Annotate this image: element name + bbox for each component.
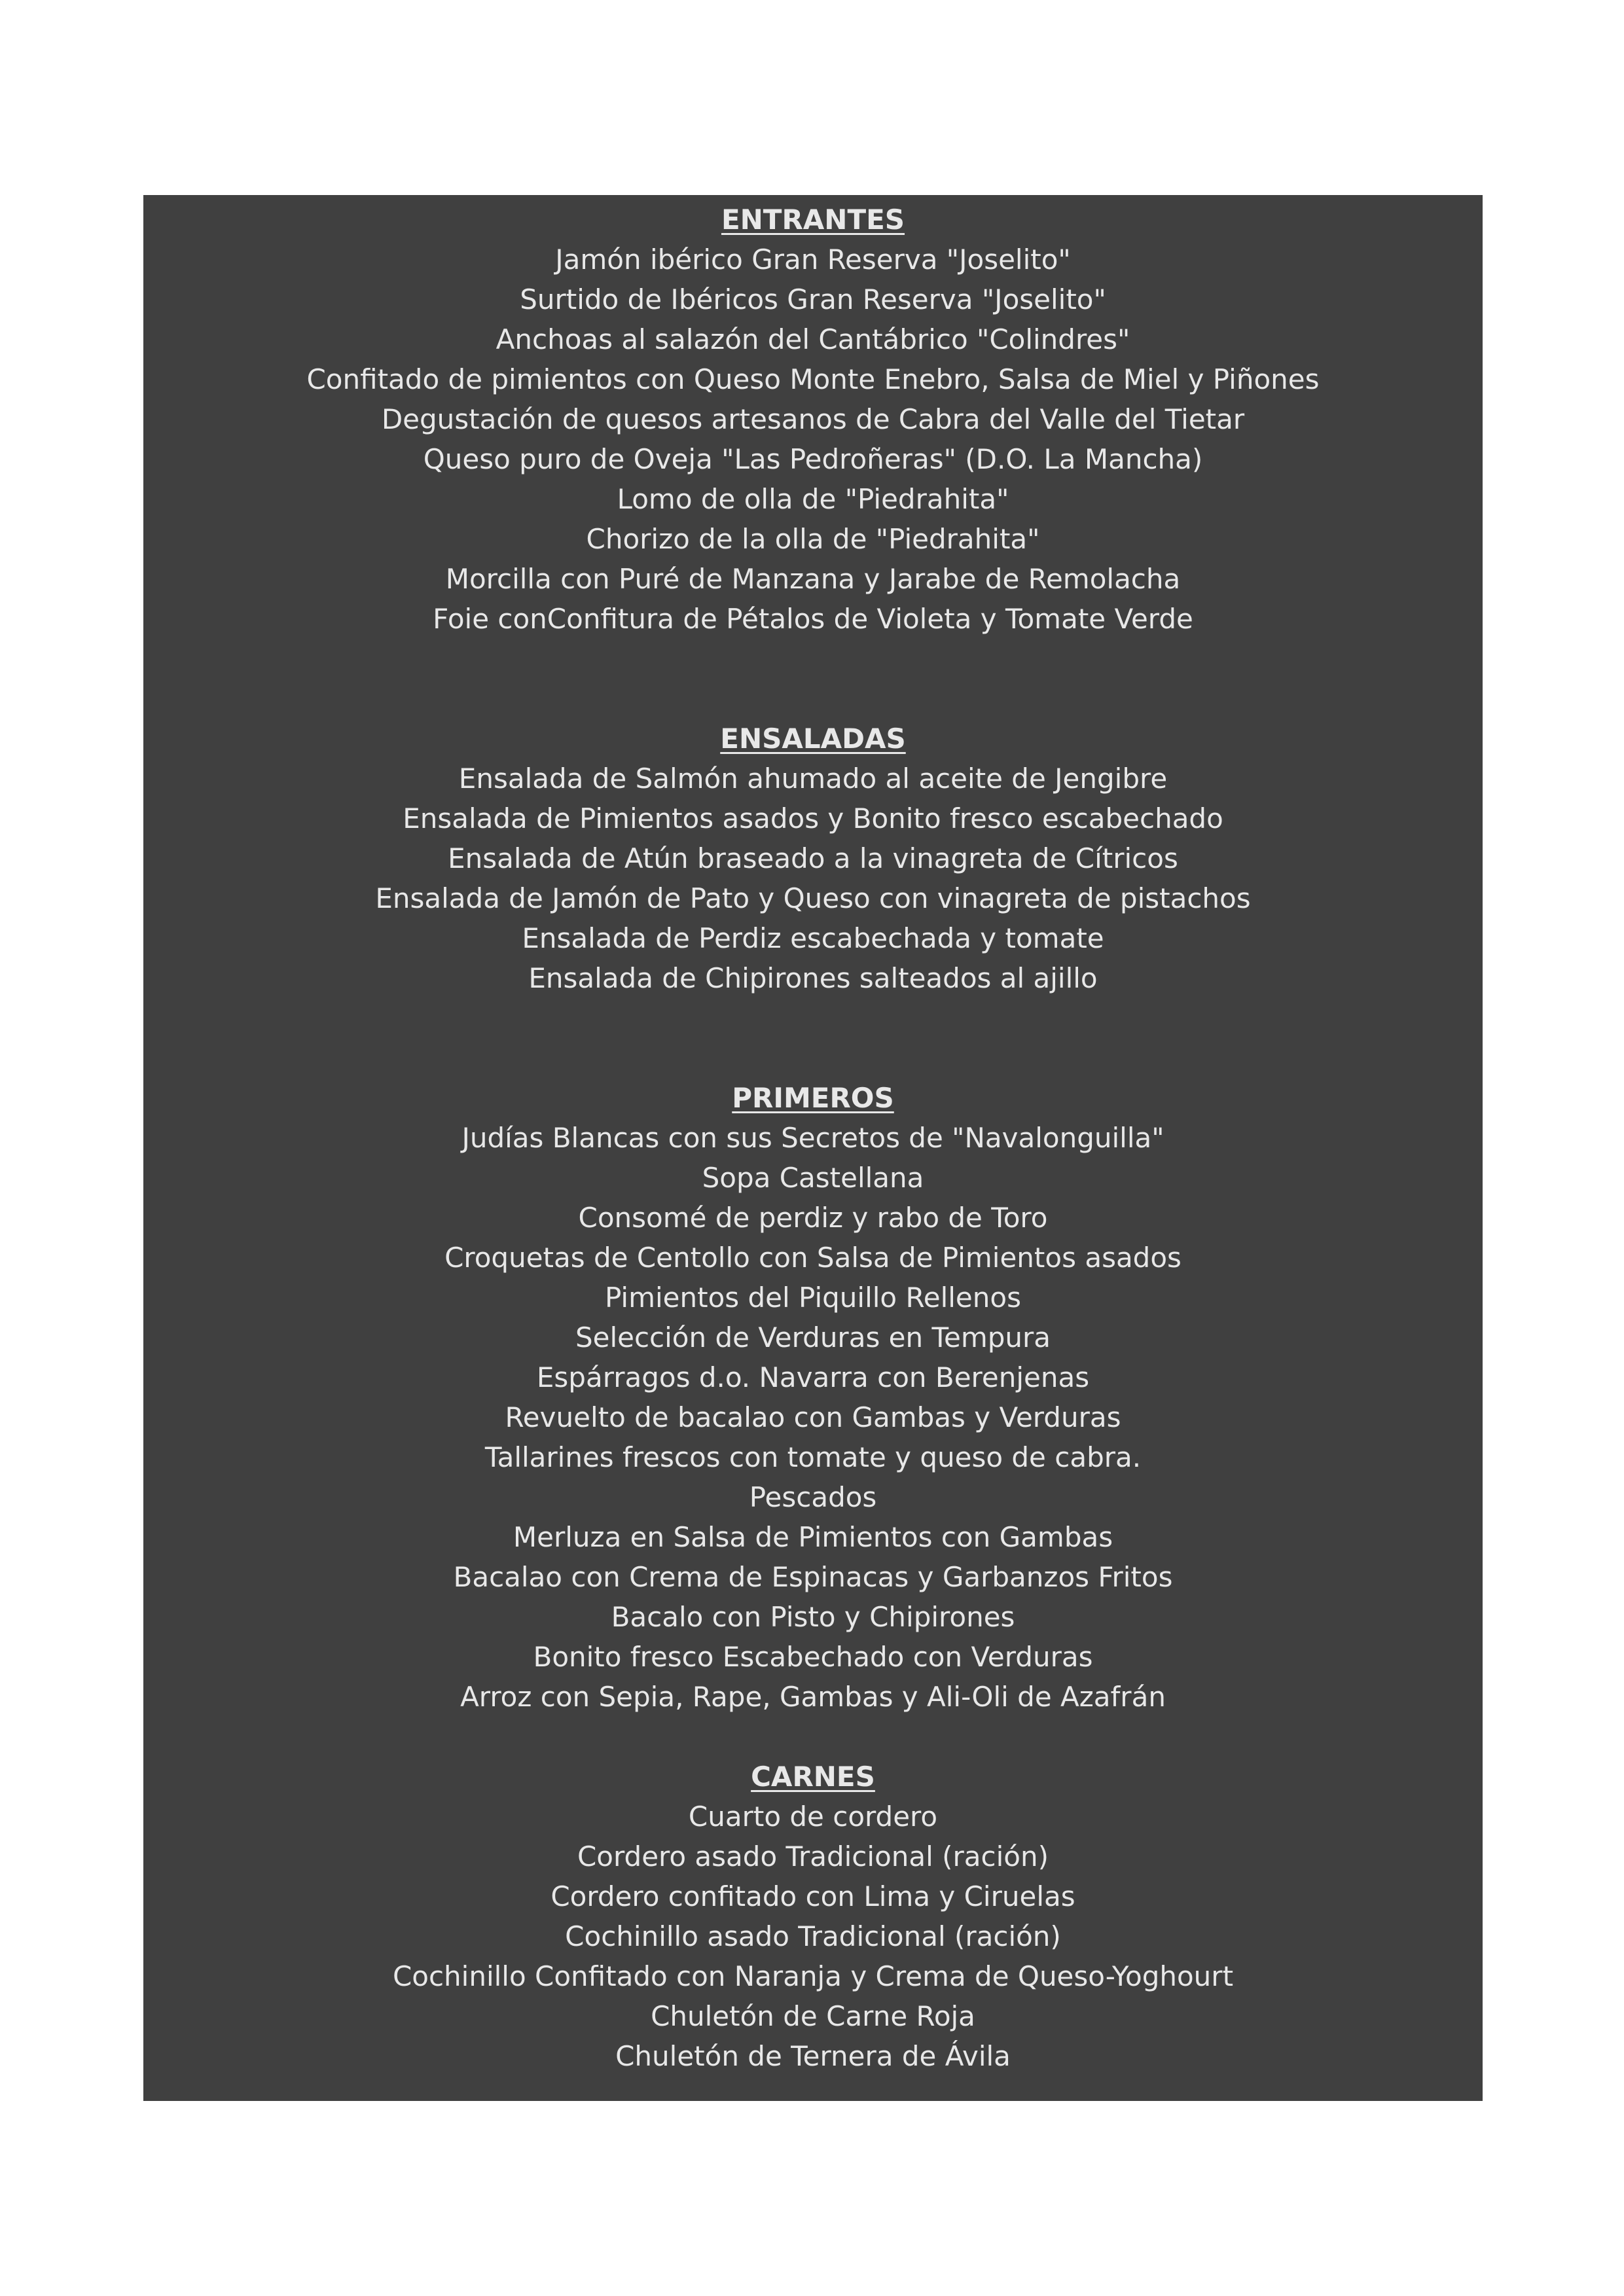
spacer [143, 1717, 1483, 1757]
spacer [143, 679, 1483, 719]
menu-item: Croquetas de Centollo con Salsa de Pimientos asados [444, 1242, 1182, 1274]
menu-item: Consomé de perdiz y rabo de Toro [578, 1202, 1048, 1234]
menu-item: Cuarto de cordero [688, 1801, 938, 1833]
spacer [143, 639, 1483, 679]
menu-item: Anchoas al salazón del Cantábrico "Colindres" [496, 323, 1130, 355]
menu-item: Surtido de Ibéricos Gran Reserva "Joselito" [520, 283, 1106, 315]
menu-item: Queso puro de Oveja "Las Pedroñeras" (D.O. La Mancha) [423, 443, 1203, 475]
menu-item: Arroz con Sepia, Rape, Gambas y Ali-Oli de Azafrán [460, 1681, 1166, 1713]
section-carnes [143, 1757, 1483, 2076]
menu-item: Selección de Verduras en Tempura [575, 1321, 1051, 1354]
section-heading: CARNES [751, 1761, 875, 1793]
menu-item: Confitado de pimientos con Queso Monte Enebro, Salsa de Miel y Piñones [306, 363, 1320, 395]
menu-item: Sopa Castellana [702, 1162, 924, 1194]
menu-item: Morcilla con Puré de Manzana y Jarabe de Remolacha [445, 563, 1181, 595]
section-entrantes [143, 200, 1483, 639]
menu-item: Cochinillo asado Tradicional (ración) [565, 1920, 1061, 1952]
menu-item: Ensalada de Salmón ahumado al aceite de Jengibre [458, 762, 1168, 795]
menu-item: Bacalo con Pisto y Chipirones [611, 1601, 1015, 1633]
menu-item: Ensalada de Perdiz escabechada y tomate [522, 922, 1104, 954]
menu-panel [143, 195, 1483, 2101]
spacer [143, 1038, 1483, 1078]
section-ensaladas [143, 719, 1483, 998]
menu-item: Bonito fresco Escabechado con Verduras [533, 1641, 1093, 1673]
menu-item: Pescados [749, 1481, 877, 1513]
menu-item: Espárragos d.o. Navarra con Berenjenas [536, 1361, 1090, 1393]
menu-item: Pimientos del Piquillo Rellenos [605, 1282, 1021, 1314]
spacer [143, 998, 1483, 1038]
menu-item: Chuletón de Ternera de Ávila [615, 2040, 1011, 2072]
menu-item: Tallarines frescos con tomate y queso de cabra. [484, 1441, 1142, 1473]
menu-item: Ensalada de Jamón de Pato y Queso con vinagreta de pistachos [375, 882, 1251, 914]
section-primeros [143, 1078, 1483, 1717]
menu-item: Cordero confitado con Lima y Ciruelas [550, 1880, 1075, 1912]
menu-item: Cochinillo Confitado con Naranja y Crema de Queso-Yoghourt [392, 1960, 1234, 1992]
menu-item: Judías Blancas con sus Secretos de "Navalonguilla" [461, 1122, 1164, 1154]
menu-item: Bacalao con Crema de Espinacas y Garbanzos Fritos [453, 1561, 1173, 1593]
menu-item: Jamón ibérico Gran Reserva "Joselito" [555, 243, 1071, 276]
menu-item: Degustación de quesos artesanos de Cabra del Valle del Tietar [381, 403, 1245, 435]
menu-item: Chorizo de la olla de "Piedrahita" [586, 523, 1040, 555]
menu-item: Revuelto de bacalao con Gambas y Verduras [505, 1401, 1121, 1433]
menu-item: Foie conConfitura de Pétalos de Violeta y Tomate Verde [433, 603, 1193, 635]
menu-item: Lomo de olla de "Piedrahita" [617, 483, 1009, 515]
section-heading: PRIMEROS [732, 1082, 894, 1114]
menu-item: Cordero asado Tradicional (ración) [577, 1840, 1049, 1873]
menu-item: Merluza en Salsa de Pimientos con Gambas [513, 1521, 1113, 1553]
section-heading: ENSALADAS [720, 723, 906, 755]
section-heading: ENTRANTES [721, 204, 905, 236]
menu-item: Chuletón de Carne Roja [651, 2000, 975, 2032]
menu-item: Ensalada de Pimientos asados y Bonito fresco escabechado [403, 802, 1223, 834]
menu-item: Ensalada de Chipirones salteados al ajillo [528, 962, 1098, 994]
menu-item: Ensalada de Atún braseado a la vinagreta de Cítricos [448, 842, 1178, 874]
